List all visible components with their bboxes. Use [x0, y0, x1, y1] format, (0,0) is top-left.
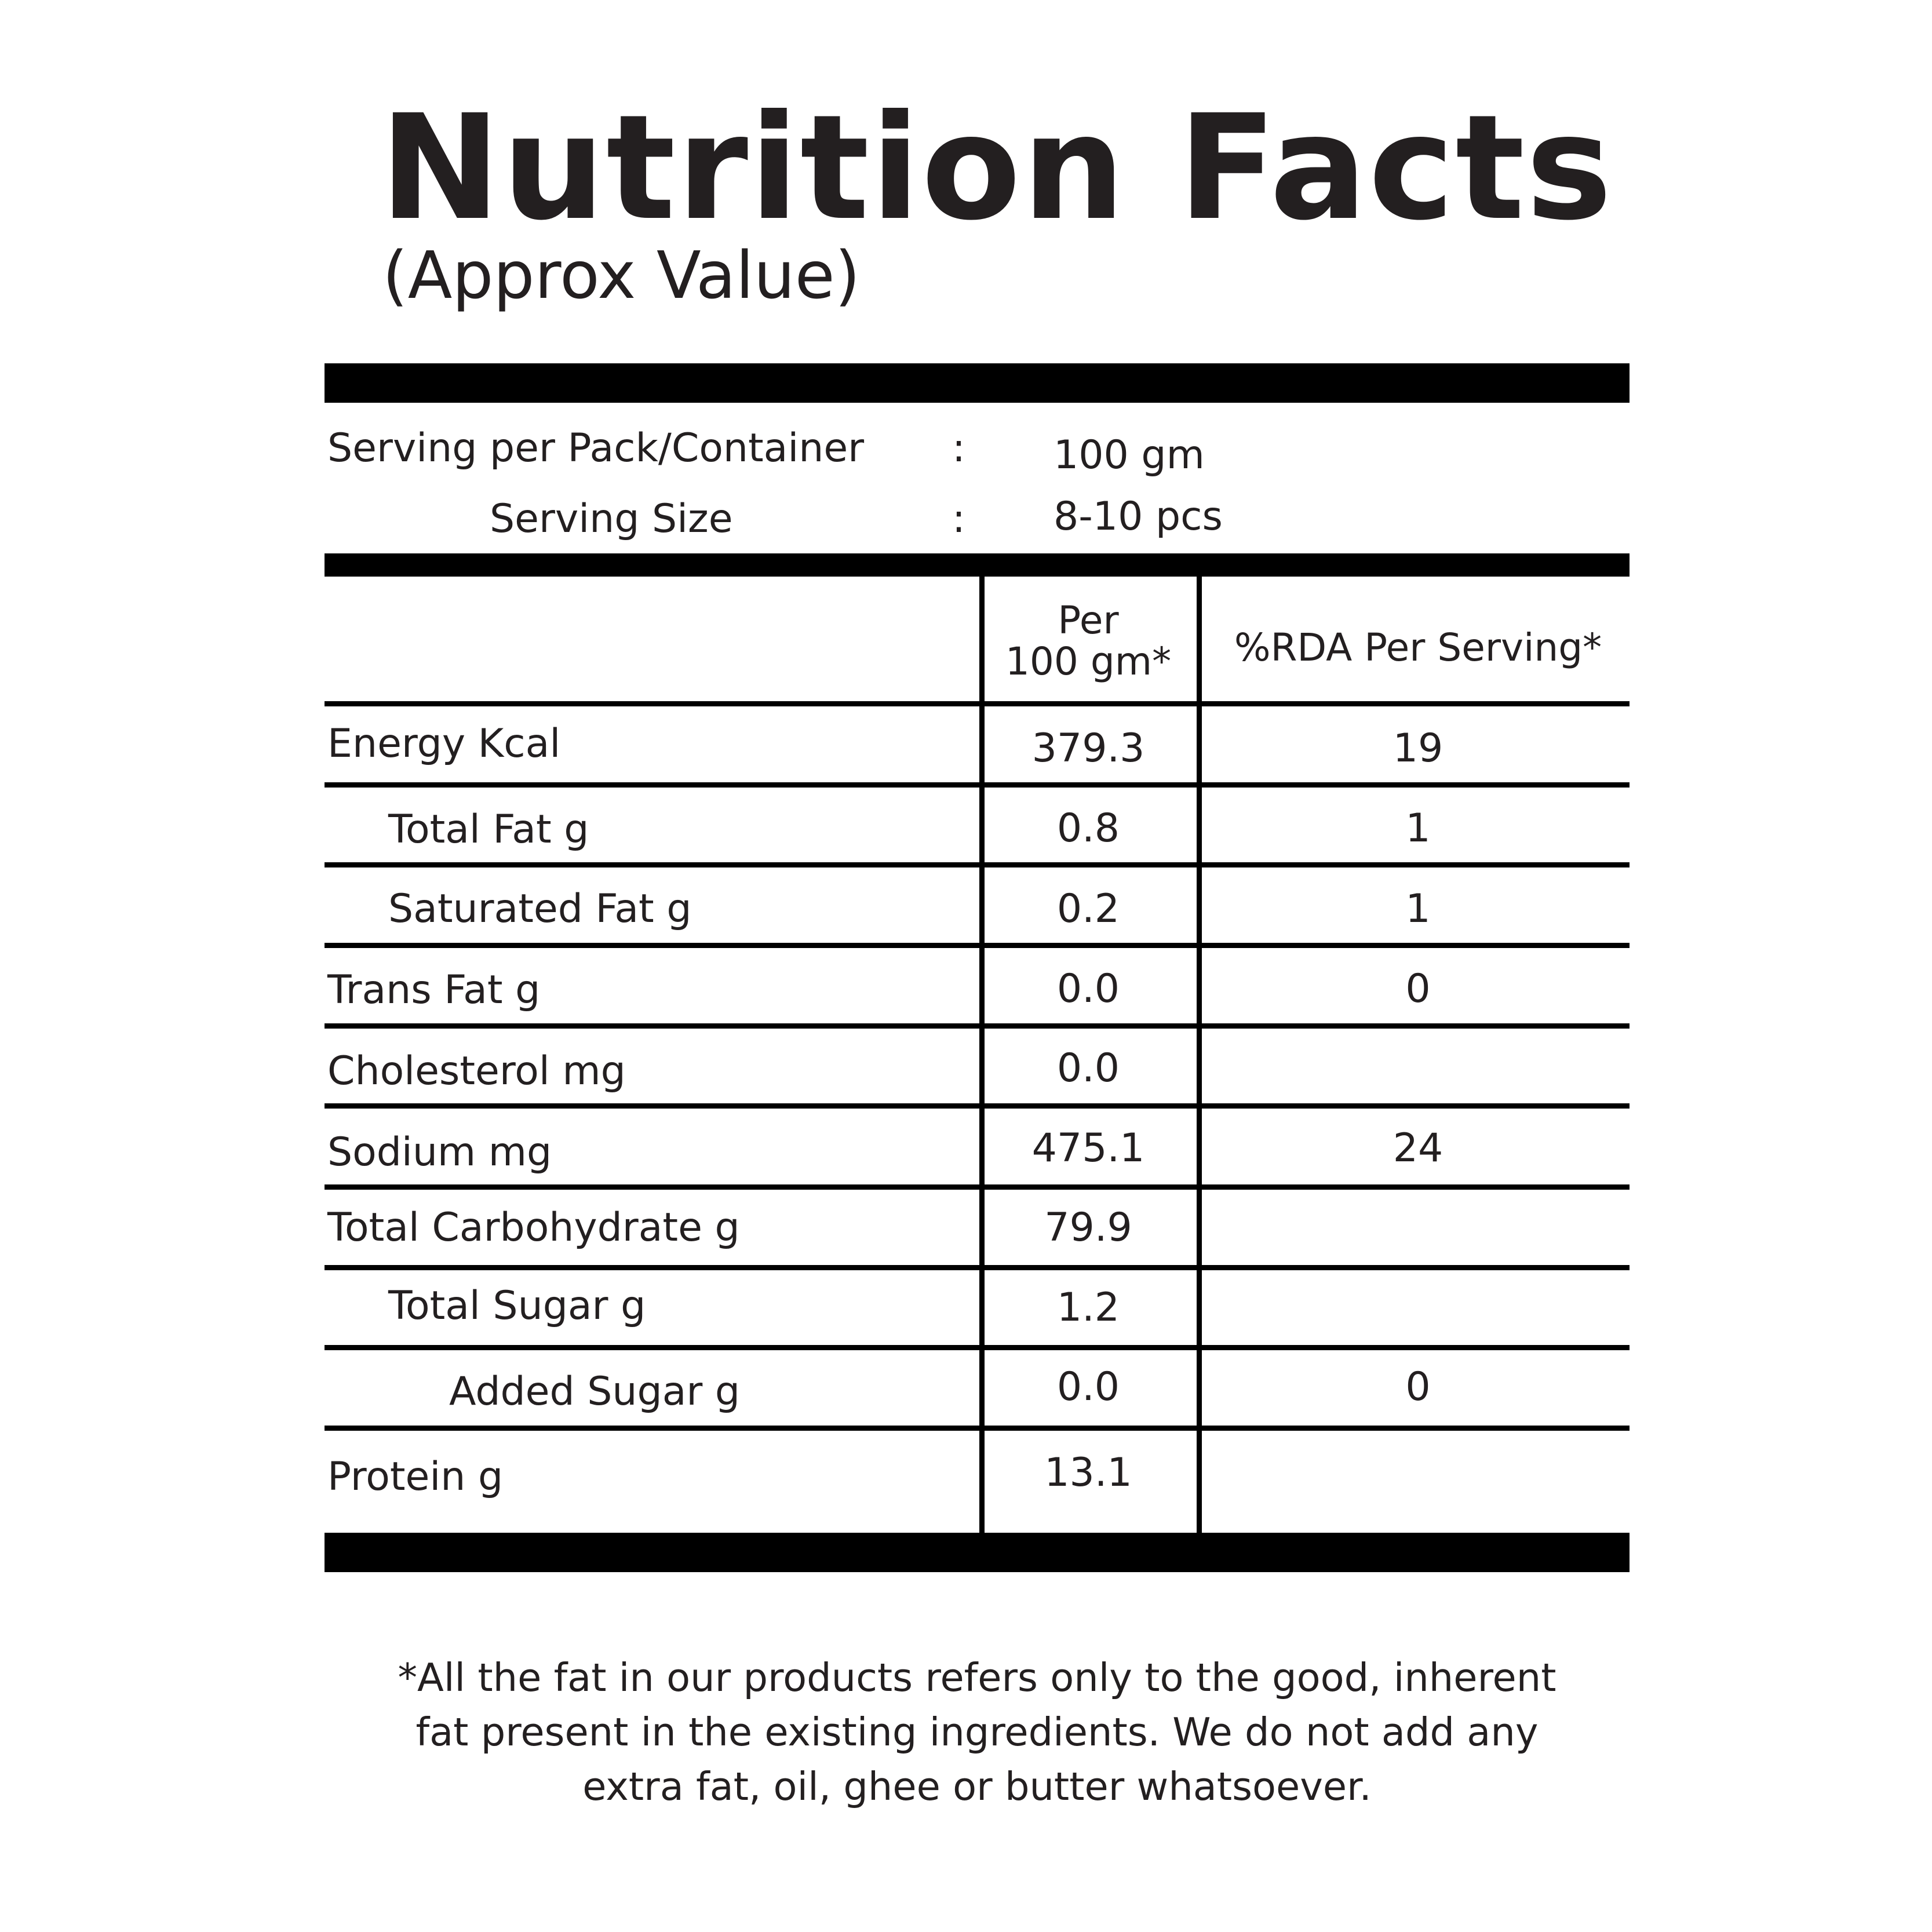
- row-rule: [325, 1023, 1630, 1029]
- row-rule: [325, 1184, 1630, 1190]
- row-rule: [325, 782, 1630, 788]
- footnote: [325, 1650, 1630, 1814]
- nutrient-label-total-fat: Total Fat g: [388, 807, 589, 852]
- serving-per-pack-label: Serving per Pack/Container: [327, 425, 865, 471]
- row-rule: [325, 1103, 1630, 1109]
- serving-size-label: Serving Size: [490, 496, 733, 542]
- row-rule: [325, 1426, 1630, 1431]
- per100-value-protein: 13.1: [1044, 1450, 1132, 1496]
- serving-size-colon: :: [952, 496, 965, 542]
- header-per-100-line2: 100 gm*: [1005, 639, 1172, 684]
- per100-value-energy: 379.3: [1031, 726, 1145, 771]
- nutrient-label-energy: Energy Kcal: [327, 721, 561, 767]
- top-thick-bar: [325, 363, 1630, 403]
- serving-divider-bar: [325, 553, 1630, 577]
- per100-value-saturated-fat: 0.2: [1056, 886, 1120, 932]
- row-rule: [325, 1345, 1630, 1350]
- serving-per-pack-value: 100 gm: [1054, 432, 1205, 478]
- nutrient-label-trans-fat: Trans Fat g: [327, 967, 541, 1013]
- row-rule: [325, 701, 1630, 706]
- nutrient-label-sodium: Sodium mg: [327, 1129, 552, 1175]
- footnote-line-1: *All the fat in our products refers only to the good, inherent: [398, 1655, 1556, 1700]
- header-per-100: [1005, 600, 1171, 683]
- header-rda: %RDA Per Serving*: [1234, 625, 1602, 670]
- per100-value-total-fat: 0.8: [1056, 805, 1120, 851]
- column-divider-2: [1197, 577, 1202, 1533]
- row-rule: [325, 943, 1630, 948]
- rda-value-energy: 19: [1393, 726, 1443, 771]
- nutrient-label-cholesterol: Cholesterol mg: [327, 1048, 626, 1094]
- per100-value-cholesterol: 0.0: [1056, 1045, 1120, 1091]
- bottom-thick-bar: [325, 1533, 1630, 1572]
- per100-value-added-sugar: 0.0: [1056, 1364, 1120, 1410]
- rda-value-added-sugar: 0: [1405, 1364, 1431, 1410]
- page-subtitle: (Approx Value): [382, 238, 861, 314]
- serving-size-value: 8-10 pcs: [1054, 494, 1223, 539]
- row-rule: [325, 1265, 1630, 1270]
- page-title: Nutrition Facts: [380, 83, 1613, 252]
- footnote-line-2: fat present in the existing ingredients. We do not add any: [415, 1709, 1539, 1755]
- nutrient-label-total-sugar: Total Sugar g: [388, 1283, 646, 1329]
- rda-value-sodium: 24: [1393, 1125, 1443, 1171]
- header-per-100-line1: Per: [1058, 598, 1119, 643]
- nutrient-label-saturated-fat: Saturated Fat g: [388, 886, 692, 932]
- per100-value-trans-fat: 0.0: [1056, 966, 1120, 1012]
- per100-value-sodium: 475.1: [1031, 1125, 1145, 1171]
- nutrient-label-protein: Protein g: [327, 1454, 504, 1500]
- serving-per-pack-colon: :: [952, 425, 965, 471]
- rda-value-total-fat: 1: [1405, 805, 1431, 851]
- nutrient-label-total-carbohydrate: Total Carbohydrate g: [327, 1205, 740, 1251]
- column-divider-1: [979, 577, 985, 1533]
- rda-value-trans-fat: 0: [1405, 966, 1431, 1012]
- footnote-line-3: extra fat, oil, ghee or butter whatsoever.: [582, 1764, 1372, 1809]
- per100-value-total-sugar: 1.2: [1056, 1285, 1120, 1330]
- row-rule: [325, 862, 1630, 867]
- nutrient-label-added-sugar: Added Sugar g: [449, 1369, 741, 1415]
- rda-value-saturated-fat: 1: [1405, 886, 1431, 932]
- per100-value-total-carbohydrate: 79.9: [1044, 1205, 1132, 1251]
